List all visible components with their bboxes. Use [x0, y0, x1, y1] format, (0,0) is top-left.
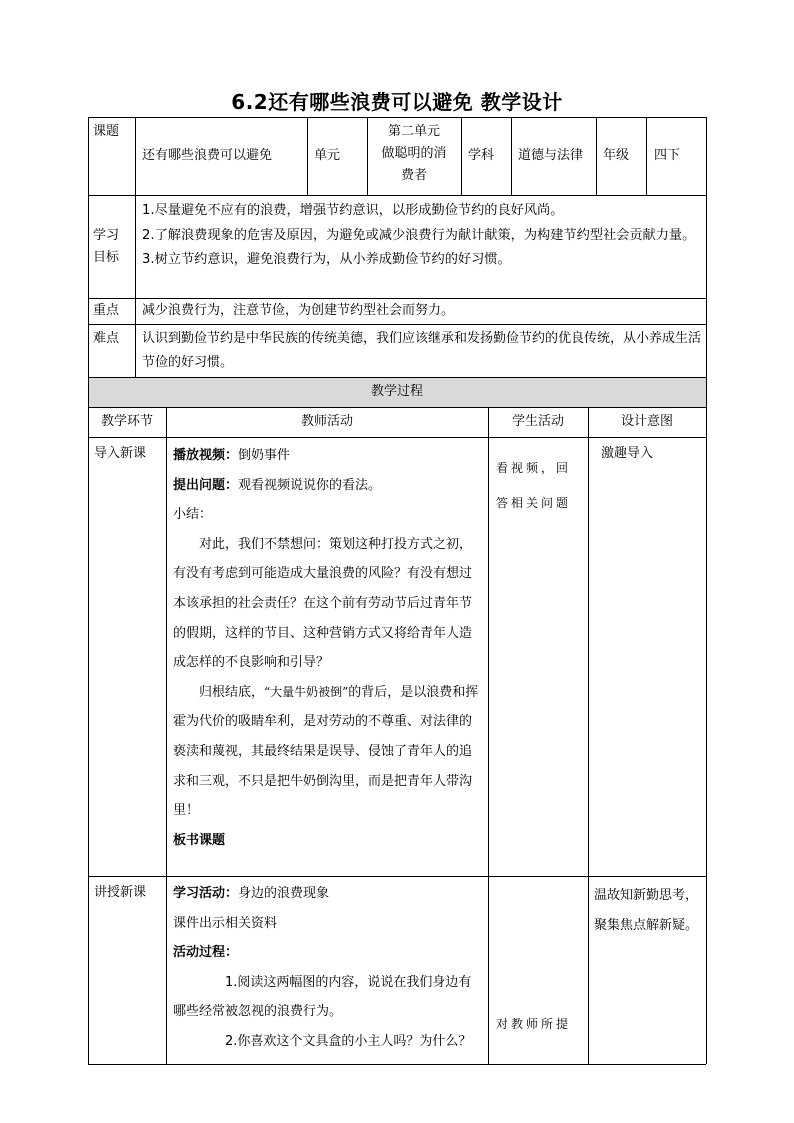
document-title: 6.2还有哪些浪费可以避免 教学设计 — [231, 90, 563, 114]
para-text: 归根结底， — [199, 684, 265, 700]
goal-item: 1.尽量避免不应有的浪费，增强节约意识，以形成勤俭节约的良好风尚。 — [142, 203, 564, 218]
keti-label: 课题 — [93, 124, 120, 139]
table-border — [88, 195, 706, 196]
intent-line: 温故知新勤思考， — [594, 888, 699, 903]
intro-paragraph: 对此，我们不禁想问：策划这种打投方式之初，有没有考虑到可能造成大量浪费的风险？有没有想过本该承担的社会责任？在这个前有劳动节后过青年节的假期，这样的节目、这种营销方式又将给青年人造成怎样的不良影响和引导？ — [173, 536, 473, 671]
board-title: 板书课题 — [173, 832, 226, 848]
question-line — [173, 471, 483, 501]
table-border — [88, 1064, 706, 1065]
table-border — [88, 377, 706, 378]
table-border — [511, 117, 512, 195]
activity-text: 身边的浪费现象 — [238, 886, 330, 901]
keypoint-label: 重点 — [93, 303, 120, 318]
unit-value-line: 费者 — [400, 168, 427, 183]
table-border — [88, 407, 706, 408]
table-border — [88, 876, 706, 877]
teacher-activity-teach — [173, 879, 483, 1057]
step-item: 2.你喜欢这个文具盒的小主人吗？为什么？ — [225, 1033, 472, 1049]
student-activity-intro — [496, 451, 588, 521]
student-line: 看视频，回 — [496, 461, 572, 475]
goals-label-line: 学习 — [93, 228, 120, 243]
stage-teach: 讲授新课 — [94, 885, 147, 900]
table-border — [596, 117, 597, 195]
keypoint-text: 减少浪费行为，注意节俭，为创建节约型社会而努力。 — [142, 303, 455, 318]
unit-value-line: 做聪明的消 — [381, 146, 447, 161]
table-border — [88, 117, 706, 118]
table-border — [488, 407, 489, 1064]
video-text: 倒奶事件 — [238, 448, 291, 463]
col-header-intent: 设计意图 — [620, 414, 673, 429]
grade-value: 四下 — [654, 148, 681, 163]
table-border — [588, 407, 589, 1064]
question-text: 观看视频说说你的看法。 — [238, 477, 382, 493]
goal-item: 2.了解浪费现象的危害及原因，为避免或减少浪费行为献计献策，为构建节约型社会贡献力量。 — [142, 227, 696, 243]
intent-intro: 激趣导入 — [601, 446, 654, 461]
video-line — [173, 441, 483, 471]
student-line: 答相关问题 — [496, 496, 572, 510]
intro-paragraph — [173, 678, 483, 826]
unit-value — [367, 121, 461, 187]
table-border — [461, 117, 462, 195]
subject-label: 学科 — [468, 148, 495, 163]
table-border — [88, 117, 89, 1064]
unit-value-line: 第二单元 — [387, 124, 440, 139]
para-quote: “大量牛奶被倒” — [264, 684, 349, 699]
goals-content — [142, 199, 702, 273]
teacher-activity-intro — [173, 441, 483, 855]
video-label: 播放视频： — [173, 448, 239, 463]
intent-teach — [594, 881, 706, 941]
unit-label: 单元 — [314, 148, 341, 163]
table-border — [706, 117, 707, 1064]
student-activity-teach: 对教师所提 — [496, 1017, 572, 1031]
process-label: 活动过程： — [173, 945, 239, 961]
table-border — [166, 407, 167, 1064]
col-header-teacher: 教师活动 — [300, 414, 353, 429]
table-border — [88, 437, 706, 438]
table-border — [88, 324, 706, 325]
step-item: 1.阅读这两幅图的内容，说说在我们身边有哪些经常被忽视的浪费行为。 — [173, 974, 472, 1020]
goals-label — [93, 225, 135, 269]
difficulty-label: 难点 — [93, 331, 120, 346]
material-line: 课件出示相关资料 — [173, 915, 278, 931]
stage-intro: 导入新课 — [94, 446, 147, 461]
goal-item: 3.树立节约意识，避免浪费行为，从小养成勤俭节约的好习惯。 — [142, 252, 511, 267]
subject-value: 道德与法律 — [518, 148, 584, 163]
col-header-student: 学生活动 — [511, 414, 564, 429]
activity-line — [173, 879, 483, 909]
difficulty-text: 认识到勤俭节约是中华民族的传统美德，我们应该继承和发扬勤俭节约的优良传统，从小养成生活节俭的好习惯。 — [142, 331, 702, 370]
col-header-stage: 教学环节 — [100, 414, 153, 429]
para-text: 的背后，是以浪费和挥霍为代价的吸睛牟利，是对劳动的不尊重、对法律的亵渎和蔑视，其最终结果是误导、侵蚀了青年人的追求和三观，不只是把牛奶倒沟里，而是把青年人带沟里！ — [173, 684, 479, 819]
grade-label: 年级 — [603, 148, 630, 163]
process-header: 教学过程 — [370, 384, 423, 399]
goals-label-line: 目标 — [93, 250, 120, 265]
table-border — [88, 298, 706, 299]
intent-line: 聚集焦点解新疑。 — [594, 918, 699, 933]
table-border — [135, 117, 136, 377]
summary-label: 小结： — [173, 507, 213, 523]
table-border — [646, 117, 647, 195]
activity-label: 学习活动： — [173, 886, 239, 901]
question-label: 提出问题： — [173, 477, 239, 493]
table-border — [307, 117, 308, 195]
keti-value: 还有哪些浪费可以避免 — [142, 148, 273, 163]
